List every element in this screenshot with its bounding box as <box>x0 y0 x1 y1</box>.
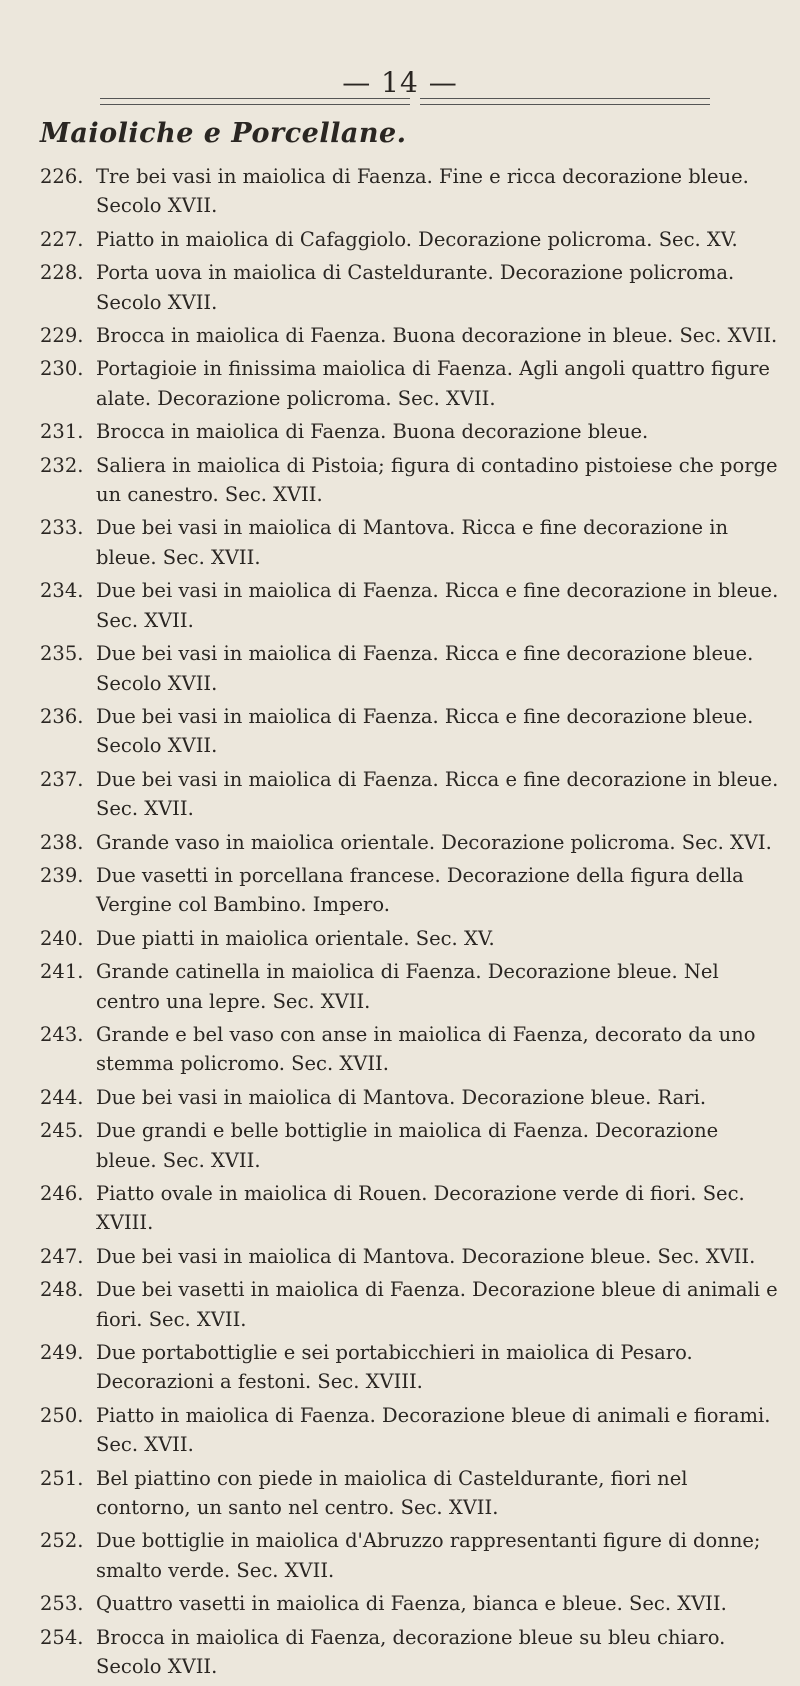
entry-number: 232. <box>40 453 84 477</box>
catalog-entry <box>40 861 800 920</box>
entry-text: Due grandi e belle bottiglie in maiolica di Faenza. Decorazione bleue. Sec. XVII. <box>96 1119 719 1172</box>
entry-text: Due bei vasi in maiolica di Mantova. Decorazione bleue. Rari. <box>96 1085 707 1109</box>
entry-number: 230. <box>40 357 84 381</box>
entry-number: 229. <box>40 324 84 348</box>
entry-text: Quattro vasetti in maiolica di Faenza, bianca e bleue. Sec. XVII. <box>96 1592 727 1616</box>
header-rule-right <box>420 98 710 105</box>
catalog-entry <box>40 639 800 698</box>
entry-text: Brocca in maiolica di Faenza. Buona decorazione bleue. <box>96 420 649 444</box>
catalog-entry <box>40 828 800 857</box>
entry-number: 227. <box>40 227 84 251</box>
entry-text: Grande vaso in maiolica orientale. Decorazione policroma. Sec. XVI. <box>96 830 772 854</box>
catalog-entry <box>40 1589 800 1618</box>
entry-text: Due vasetti in porcellana francese. Decorazione della figura della Vergine col Bambino. Impero. <box>96 863 744 917</box>
entry-text: Due bei vasi in maiolica di Faenza. Ricca e fine decorazione bleue. Secolo XVII. <box>96 642 754 695</box>
page-number: — 14 — <box>342 66 458 99</box>
entry-list <box>40 162 800 1686</box>
entry-text: Grande catinella in maiolica di Faenza. Decorazione bleue. Nel centro una lepre. Sec. XVII. <box>96 960 719 1013</box>
entry-text: Due bei vasi in maiolica di Mantova. Decorazione bleue. Sec. XVII. <box>96 1244 756 1268</box>
entry-number: 253. <box>40 1592 84 1616</box>
catalog-entry <box>40 957 800 1016</box>
catalog-entry <box>40 417 800 446</box>
entry-text: Due bei vasi in maiolica di Faenza. Ricca e fine decorazione bleue. Secolo XVII. <box>96 704 754 758</box>
catalog-entry <box>40 1116 800 1175</box>
entry-text: Due bei vasi in maiolica di Faenza. Ricca e fine decorazione in bleue. Sec. XVII. <box>96 767 779 821</box>
entry-text: Due bei vasi in maiolica di Mantova. Ricca e fine decorazione in bleue. Sec. XVII. <box>96 516 729 569</box>
catalog-entry <box>40 924 800 953</box>
entry-number: 243. <box>40 1022 84 1046</box>
entry-number: 226. <box>40 165 84 188</box>
entry-number: 249. <box>40 1341 84 1365</box>
entry-number: 234. <box>40 579 84 603</box>
catalog-entry <box>40 451 800 510</box>
entry-number: 241. <box>40 960 84 984</box>
entry-number: 251. <box>40 1466 84 1490</box>
entry-text: Bel piattino con piede in maiolica di Casteldurante, fiori nel contorno, un santo nel centro. Sec. XVII. <box>96 1466 688 1520</box>
entry-number: 228. <box>40 261 84 285</box>
entry-text: Due bei vasetti in maiolica di Faenza. Decorazione bleue di animali e fiori. Sec. XVII. <box>96 1278 778 1331</box>
catalog-entry <box>40 765 800 824</box>
entry-text: Saliera in maiolica di Pistoia; figura di contadino pistoiese che porge un canestro. Sec. XVII. <box>96 453 778 507</box>
catalog-entry <box>40 1401 800 1460</box>
catalog-entry <box>40 354 800 413</box>
catalog-entry <box>40 258 800 317</box>
entry-text: Brocca in maiolica di Faenza. Buona decorazione in bleue. Sec. XVII. <box>96 324 778 348</box>
header-rule-left <box>100 98 410 105</box>
entry-number: 231. <box>40 420 84 444</box>
entry-number: 248. <box>40 1278 84 1302</box>
entry-number: 239. <box>40 863 84 887</box>
catalog-entry <box>40 321 800 350</box>
catalog-entry <box>40 1338 800 1397</box>
entry-text: Tre bei vasi in maiolica di Faenza. Fine e ricca decorazione bleue. Secolo XVII. <box>96 165 749 218</box>
entry-text: Due bottiglie in maiolica d'Abruzzo rappresentanti figure di donne; smalto verde. Sec. XVII. <box>96 1529 761 1582</box>
entry-number: 235. <box>40 642 84 666</box>
catalog-entry <box>40 1083 800 1112</box>
entry-number: 254. <box>40 1625 84 1649</box>
catalog-entry <box>40 576 800 635</box>
entry-number: 247. <box>40 1244 84 1268</box>
catalog-entry <box>40 702 800 761</box>
entry-text: Porta uova in maiolica di Casteldurante. Decorazione policroma. Secolo XVII. <box>96 261 735 314</box>
section-heading: Maioliche e Porcellane. <box>40 118 407 149</box>
catalog-entry <box>40 513 800 572</box>
entry-text: Piatto ovale in maiolica di Rouen. Decorazione verde di fiori. Sec. XVIII. <box>96 1182 745 1235</box>
catalog-entry <box>40 1623 800 1682</box>
entry-number: 245. <box>40 1119 84 1143</box>
entry-number: 244. <box>40 1085 84 1109</box>
catalog-entry <box>40 1526 800 1585</box>
entry-number: 238. <box>40 830 84 854</box>
catalog-entry <box>40 1275 800 1334</box>
catalog-entry <box>40 1464 800 1523</box>
catalog-entry <box>40 1179 800 1238</box>
entry-number: 237. <box>40 767 84 791</box>
entry-number: 252. <box>40 1529 84 1553</box>
catalog-entry <box>40 162 800 221</box>
entry-number: 240. <box>40 926 84 950</box>
entry-text: Due piatti in maiolica orientale. Sec. XV. <box>96 926 495 950</box>
entry-text: Brocca in maiolica di Faenza, decorazione bleue su bleu chiaro. Secolo XVII. <box>96 1625 726 1679</box>
entry-number: 236. <box>40 704 84 728</box>
entry-text: Grande e bel vaso con anse in maiolica di Faenza, decorato da uno stemma policromo. Sec. XVII. <box>96 1022 756 1076</box>
entry-number: 246. <box>40 1182 84 1205</box>
catalog-entry <box>40 1020 800 1079</box>
catalog-entry <box>40 225 800 254</box>
entry-text: Portagioie in finissima maiolica di Faenza. Agli angoli quattro figure alate. Decorazione policroma. Sec. XVII. <box>96 357 770 410</box>
entry-number: 233. <box>40 516 84 540</box>
entry-text: Piatto in maiolica di Faenza. Decorazione bleue di animali e fiorami. Sec. XVII. <box>96 1403 771 1457</box>
entry-text: Due bei vasi in maiolica di Faenza. Ricca e fine decorazione in bleue. Sec. XVII. <box>96 579 779 632</box>
entry-number: 250. <box>40 1403 84 1427</box>
entry-text: Piatto in maiolica di Cafaggiolo. Decorazione policroma. Sec. XV. <box>96 227 738 251</box>
entry-text: Due portabottiglie e sei portabicchieri in maiolica di Pesaro. Decorazioni a festoni. Sec. XVIII. <box>96 1341 693 1394</box>
catalog-entry <box>40 1242 800 1271</box>
